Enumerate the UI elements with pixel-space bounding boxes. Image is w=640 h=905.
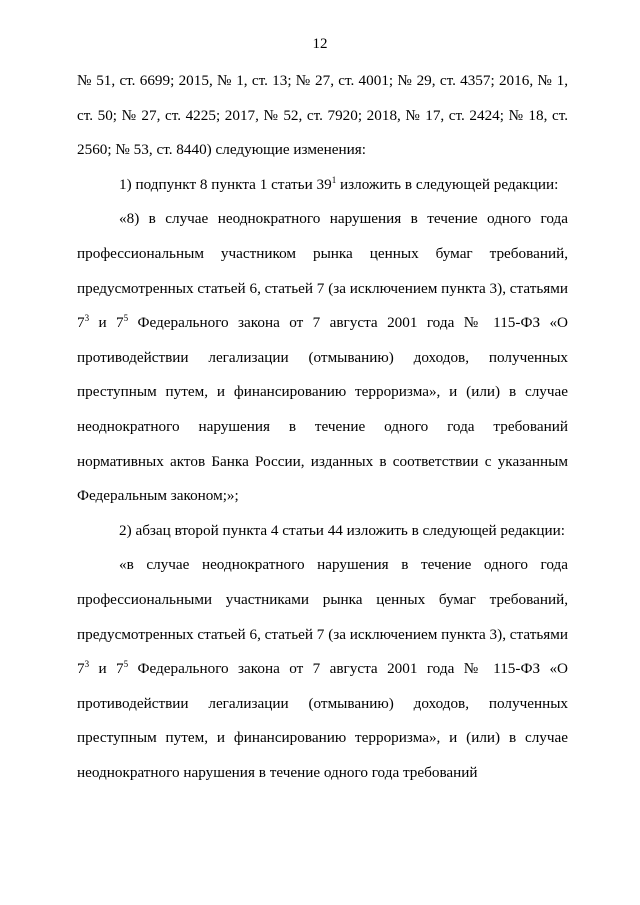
item-1-text-after: изложить в следующей редакции: — [336, 175, 559, 193]
quote-1-mid: и 7 — [89, 314, 124, 332]
quote-2-superscript-2: 5 — [123, 659, 129, 670]
quote-2-mid: и 7 — [89, 660, 124, 678]
quote-1-superscript-1: 3 — [84, 313, 90, 324]
item-1-text-before: 1) подпункт 8 пункта 1 статьи 39 — [119, 175, 332, 193]
quote-1-part-2: Федерального закона от 7 августа 2001 года № 115-ФЗ «О противодействии легализации (отмыванию) доходов, полученных преступным путем, и финансированию терроризма», и (или) в случае неоднократного нарушения в течение одного года требований нормативных актов Банка России, изданных в соответствии с указанным Федеральным законом;»; — [77, 314, 569, 505]
document-body — [77, 64, 568, 790]
paragraph-quote-2 — [77, 548, 568, 790]
paragraph-intro: № 51, ст. 6699; 2015, № 1, ст. 13; № 27, ст. 4001; № 29, ст. 4357; 2016, № 1, ст. 50; № 27, ст. 4225; 2017, № 52, ст. 7920; 2018, № 17, ст. 2424; № 18, ст. 2560; № 53, ст. 8440) следующие изменения: — [77, 72, 568, 159]
item-1-superscript: 1 — [331, 174, 337, 185]
paragraph-item-2: 2) абзац второй пункта 4 статьи 44 изложить в следующей редакции: — [119, 521, 566, 539]
quote-1-superscript-2: 5 — [123, 313, 129, 324]
quote-1-part-1: «8) в случае неоднократного нарушения в течение одного года профессиональным участником рынка ценных бумаг требований, предусмотренных статьей 6, статьей 7 (за исключением пункта 3), статьями 7 — [77, 210, 568, 332]
quote-2-part-2: Федерального закона от 7 августа 2001 года № 115-ФЗ «О противодействии легализации (отмыванию) доходов, полученных преступным путем, и финансированию терроризма», и (или) в случае неоднократного нарушения в течение одного года требований — [77, 660, 569, 781]
quote-2-superscript-1: 3 — [84, 659, 90, 670]
page-number: 12 — [312, 36, 328, 52]
paragraph-item-1 — [77, 168, 568, 203]
quote-2-part-1: «в случае неоднократного нарушения в течение одного года профессиональными участниками рынка ценных бумаг требований, предусмотренных статьей 6, статьей 7 (за исключением пункта 3), статьями 7 — [77, 556, 568, 678]
paragraph-quote-1 — [77, 202, 568, 513]
